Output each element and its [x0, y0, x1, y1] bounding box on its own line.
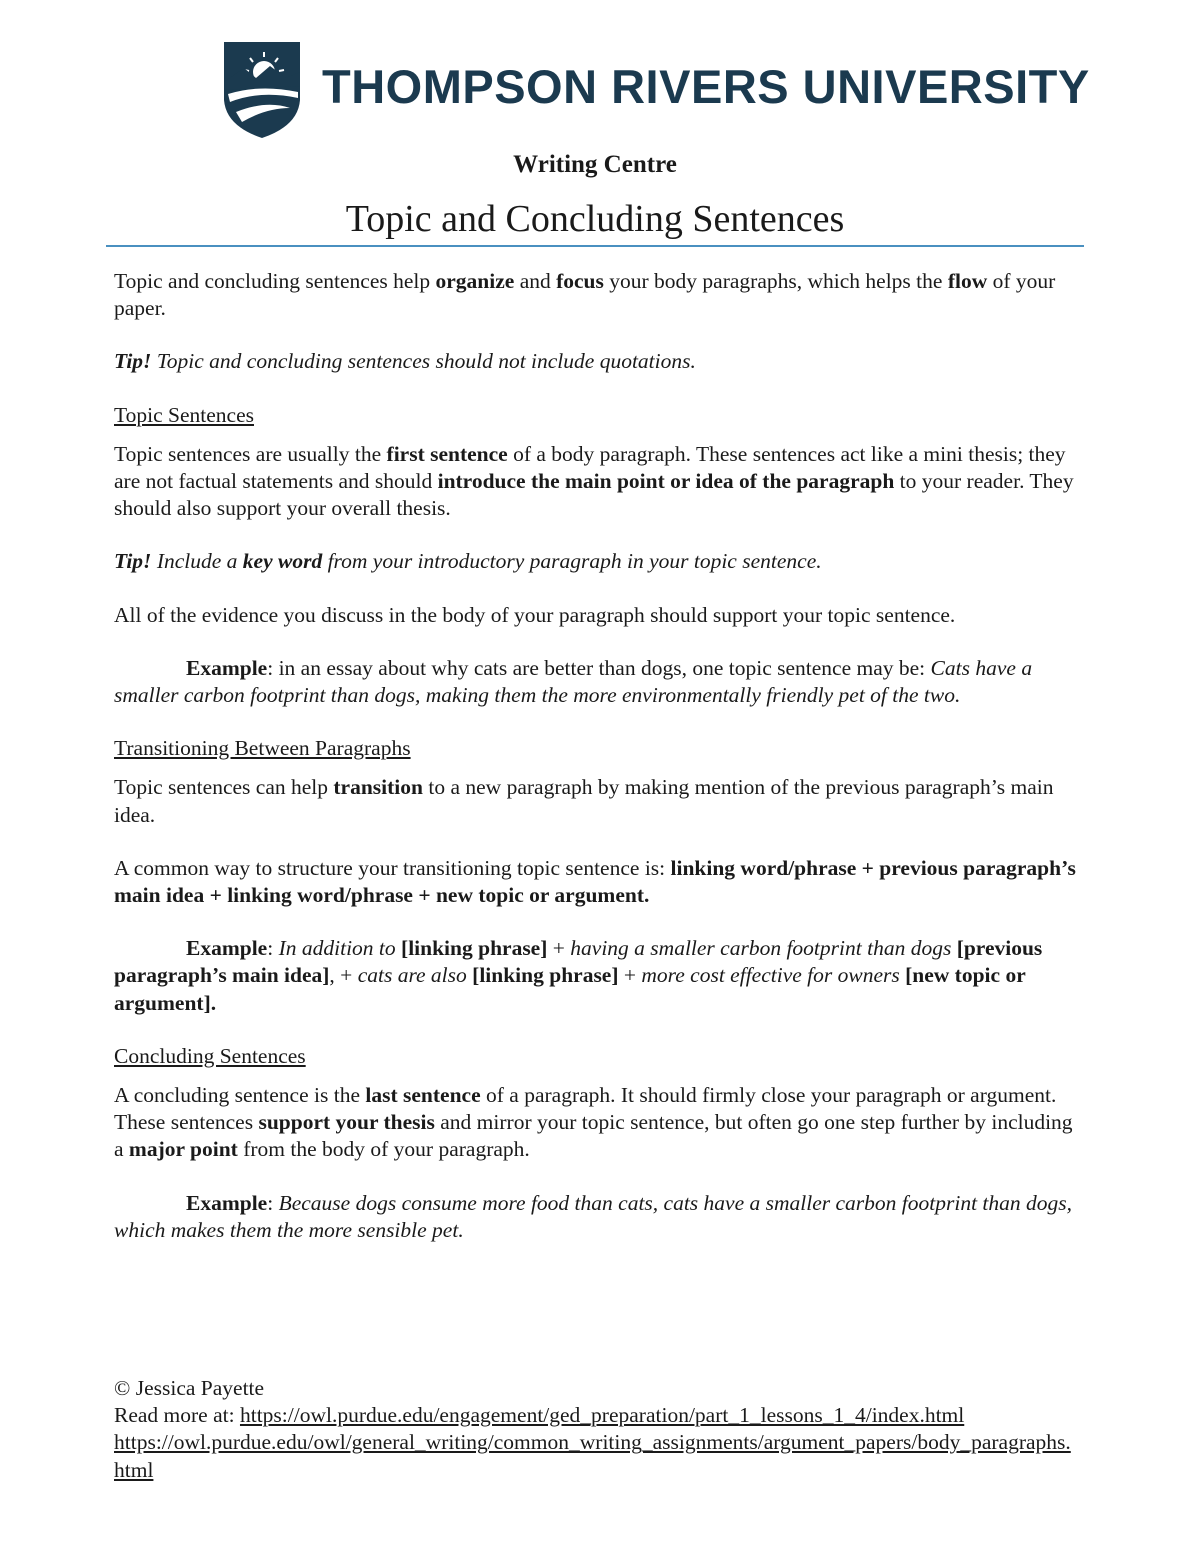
tru-logo-icon [220, 38, 304, 140]
author-credit: © Jessica Payette [114, 1376, 265, 1400]
transition-paragraph: Topic sentences can help transition to a new paragraph by making mention of the previous paragraph’s main idea. [114, 775, 1054, 827]
document-title: Topic and Concluding Sentences [345, 198, 845, 240]
title-divider [106, 245, 1084, 247]
topic-example: Example: in an essay about why cats are better than dogs, one topic sentence may be: Cats have a smaller carbon footprint than dogs, making them the more environmentally friendly pet of the two. [114, 655, 1033, 708]
evidence-paragraph: All of the evidence you discuss in the body of your paragraph should support your topic sentence. [114, 602, 956, 627]
tip-key-word: Tip! Include a key word from your introductory paragraph in your topic sentence. [114, 549, 822, 574]
section-heading-concluding: Concluding Sentences [114, 1043, 306, 1068]
page-header [0, 0, 1200, 150]
read-more-line-2 [114, 1429, 1079, 1483]
section-heading-topic: Topic Sentences [114, 402, 254, 427]
concluding-paragraph: A concluding sentence is the last sentence of a paragraph. It should firmly close your paragraph or argument. These sentences support your thesis and mirror your topic sentence, but often go one step further by including a major point from the body of your paragraph. [114, 1083, 1073, 1162]
document-body [114, 268, 1079, 1270]
centre-title: Writing Centre [513, 151, 677, 178]
read-more-line: Read more at: https://owl.purdue.edu/engagement/ged_preparation/part_1_lessons_1_4/index.html [114, 1403, 965, 1428]
university-name: THOMPSON RIVERS UNIVERSITY [322, 60, 1090, 113]
purdue-body-paragraphs-link[interactable]: https://owl.purdue.edu/owl/general_writing/common_writing_assignments/argument_papers/body_paragraphs.html [114, 1430, 1071, 1482]
document-footer [114, 1375, 1079, 1484]
intro-paragraph: Topic and concluding sentences help organize and focus your body paragraphs, which helps the flow of your paper. [114, 269, 1056, 321]
section-heading-transitioning: Transitioning Between Paragraphs [114, 736, 411, 761]
tip-quotations: Tip! Topic and concluding sentences should not include quotations. [114, 349, 696, 374]
transition-example: Example: In addition to [linking phrase] + having a smaller carbon footprint than dogs [previous paragraph’s main idea], + cats are also [linking phrase] + more cost effective for owners [new topic or argument]. [114, 936, 1043, 1015]
structure-paragraph: A common way to structure your transitioning topic sentence is: linking word/phrase + previous paragraph’s main idea + linking word/phrase + new topic or argument. [114, 855, 1076, 908]
topic-paragraph: Topic sentences are usually the first sentence of a body paragraph. These sentences act like a mini thesis; they are not factual statements and should introduce the main point or idea of the paragraph to your reader. They should also support your overall thesis. [114, 441, 1074, 521]
concluding-example: Example: Because dogs consume more food than cats, cats have a smaller carbon footprint than dogs, which makes them the more sensible pet. [114, 1190, 1073, 1242]
purdue-ged-link[interactable]: https://owl.purdue.edu/engagement/ged_preparation/part_1_lessons_1_4/index.html [239, 1403, 965, 1428]
